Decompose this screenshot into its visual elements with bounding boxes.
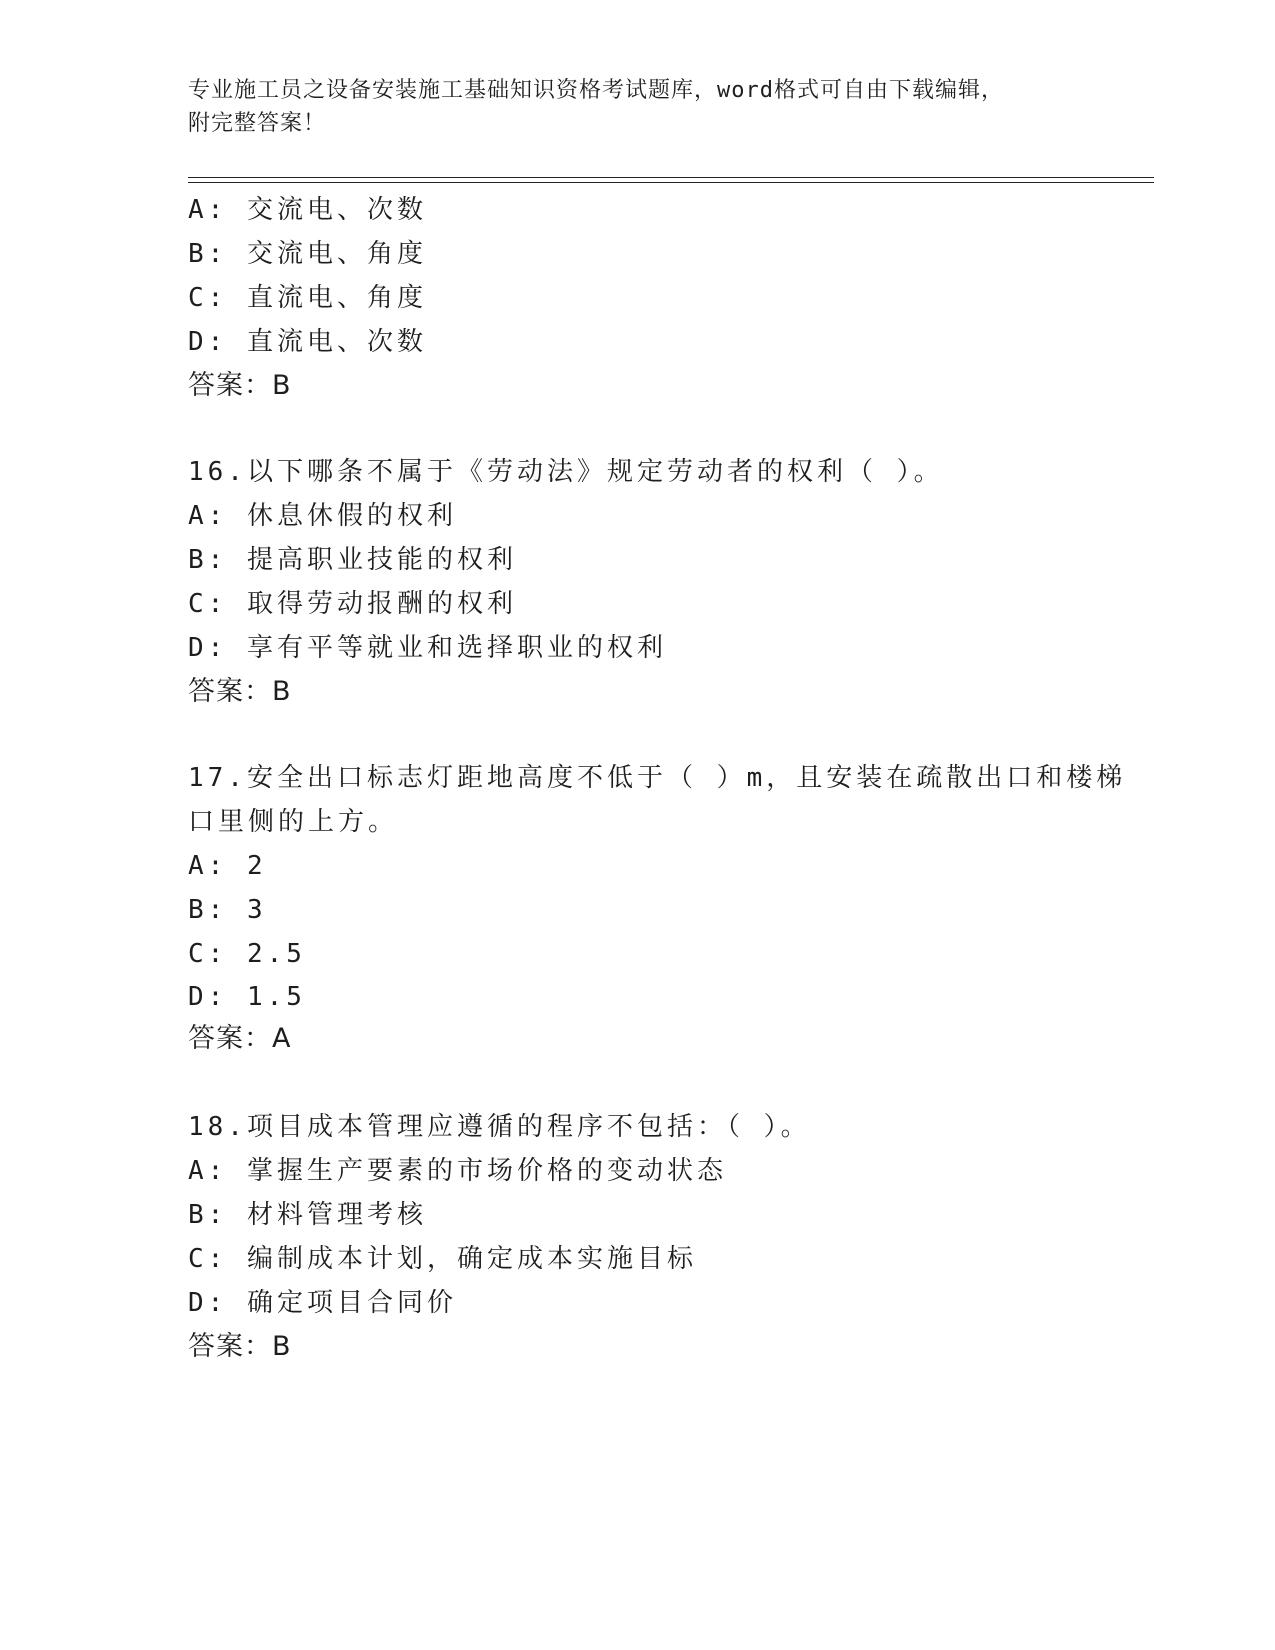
q17-question-line-1: 17.安全出口标志灯距地高度不低于（ ）m，且安装在疏散出口和楼梯 [188,763,1127,793]
document-header [188,74,1068,140]
q17-option-d: D: 1.5 [188,982,306,1012]
q17-option-a: A: 2 [188,851,267,881]
q15-answer: 答案：B [188,370,292,401]
q18-option-a: A: 掌握生产要素的市场价格的变动状态 [188,1156,727,1186]
q15-option-b: B: 交流电、角度 [188,239,427,269]
q15-option-d: D: 直流电、次数 [188,327,427,357]
q16-option-a: A: 休息休假的权利 [188,501,457,531]
q15-option-a: A: 交流电、次数 [188,195,427,225]
q18-option-c: C: 编制成本计划，确定成本实施目标 [188,1244,697,1274]
q18-question: 18.项目成本管理应遵循的程序不包括：（ ）。 [188,1112,811,1142]
header-line-2: 附完整答案！ [188,111,327,136]
q15-option-c: C: 直流电、角度 [188,283,427,313]
q17-answer: 答案：A [188,1023,292,1054]
q16-option-d: D: 享有平等就业和选择职业的权利 [188,633,667,663]
header-rule-top [188,177,1154,178]
q18-option-b: B: 材料管理考核 [188,1200,427,1230]
q17-question-line-2: 口里侧的上方。 [188,807,399,837]
header-rule-bottom [188,182,1154,183]
q18-option-d: D: 确定项目合同价 [188,1288,457,1318]
q17-option-b: B: 3 [188,895,267,925]
q16-option-b: B: 提高职业技能的权利 [188,545,517,575]
q18-answer: 答案：B [188,1331,292,1362]
q16-question: 16.以下哪条不属于《劳动法》规定劳动者的权利（ ）。 [188,457,944,487]
q16-answer: 答案：B [188,676,292,707]
q17-option-c: C: 2.5 [188,939,306,969]
q16-option-c: C: 取得劳动报酬的权利 [188,589,517,619]
header-line-1: 专业施工员之设备安装施工基础知识资格考试题库，word格式可自由下载编辑， [188,78,1004,103]
